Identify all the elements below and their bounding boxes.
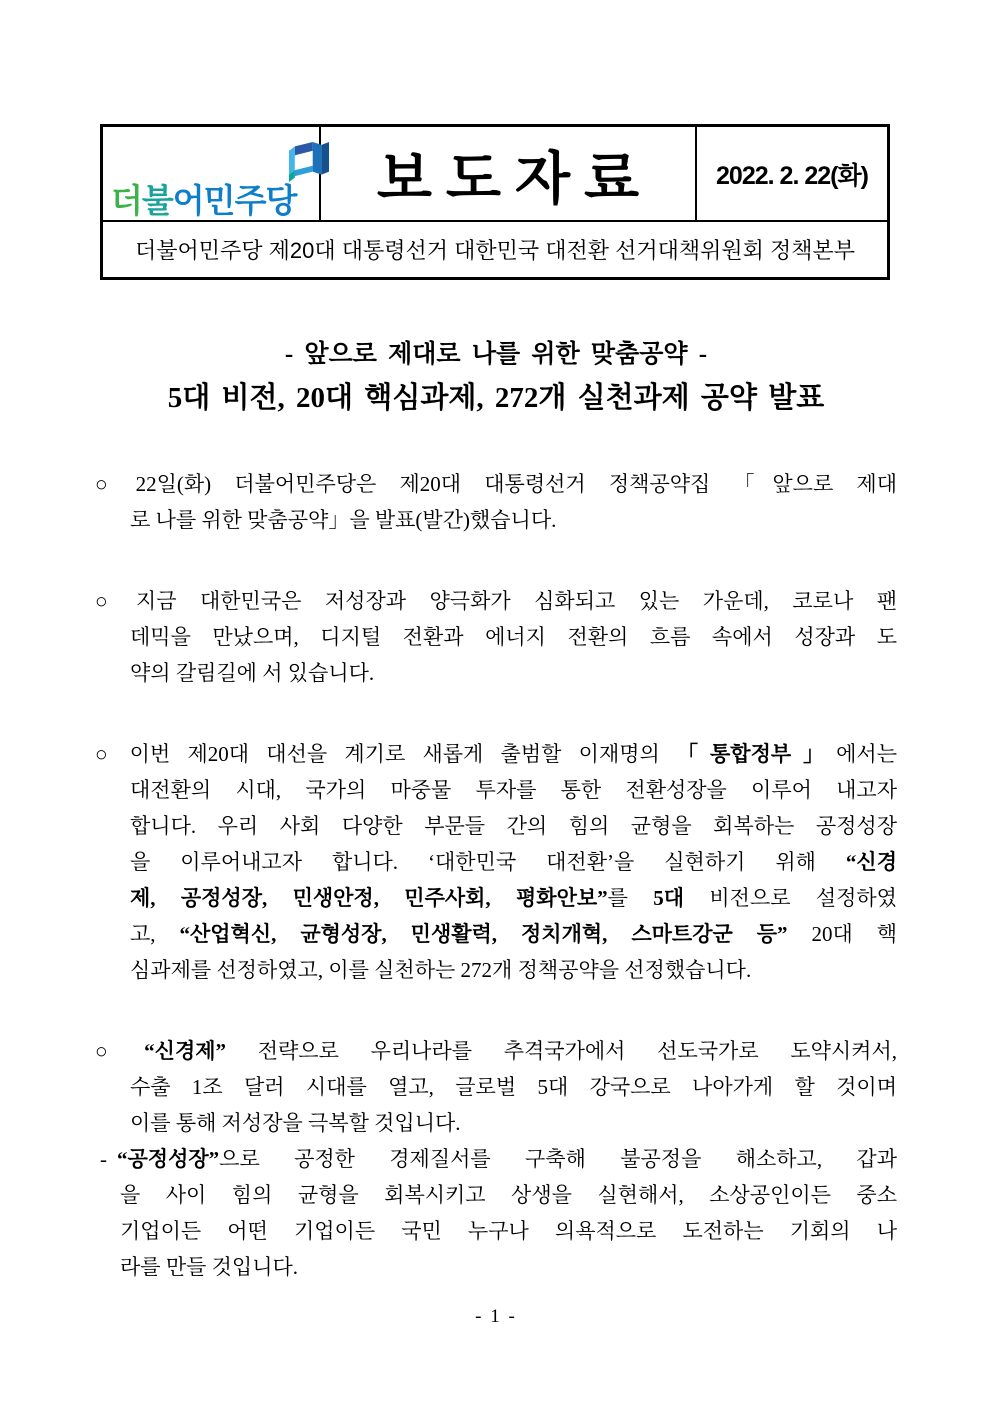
header-subtitle-row xyxy=(103,220,887,277)
body-text-segment: 22일(화) 더불어민주당은 제20대 대통령선거 정책공약집 「앞으로 제대 xyxy=(135,472,897,496)
footer-page-number: - 1 - xyxy=(475,1306,517,1327)
text-line xyxy=(130,880,897,916)
emphasis-text: “공정성장” xyxy=(117,1147,220,1171)
paragraph-bullet: ○ xyxy=(95,472,126,496)
emphasis-text: “신경제” xyxy=(144,1039,227,1063)
text-line xyxy=(130,952,897,988)
party-logo-char: 어 xyxy=(172,182,204,219)
body-text-segment: 에서는 xyxy=(836,742,897,766)
body-text-segment: 수출 1조 달러 시대를 열고, 글로벌 5대 강국으로 나아가게 할 것이며 xyxy=(130,1075,897,1099)
date-cell xyxy=(697,127,887,220)
body-text-segment: 로 나를 위한 맞춤공약」을 발표(발간)했습니다. xyxy=(130,508,557,532)
text-line xyxy=(130,772,897,808)
headline-line1: - 앞으로 제대로 나를 위한 맞춤공약 - xyxy=(284,341,708,368)
emphasis-text: 5대 xyxy=(653,886,685,910)
body-text-segment: 합니다. 우리 사회 다양한 부문들 간의 힘의 균형을 회복하는 공정성장 xyxy=(130,814,897,838)
body-text-segment: 지금 대한민국은 저성장과 양극화가 심화되고 있는 가운데, 코로나 팬 xyxy=(135,589,897,613)
header-row-main xyxy=(103,127,887,220)
body-paragraph xyxy=(95,466,897,538)
body-paragraph xyxy=(95,736,897,988)
text-line xyxy=(95,1033,897,1069)
party-logo-char: 더 xyxy=(111,182,142,219)
text-line xyxy=(95,736,897,772)
body-paragraph xyxy=(100,1141,897,1285)
party-flag-icon xyxy=(286,139,332,185)
emphasis-text: “신경 xyxy=(845,850,897,874)
release-date: 2022. 2. 22(화) xyxy=(716,161,868,190)
party-logo-char: 불 xyxy=(141,182,173,219)
body-text-segment: 대전환의 시대, 국가의 마중물 투자를 통한 전환성장을 이루어 내고자 xyxy=(130,778,897,802)
party-logo-char: 주 xyxy=(234,182,266,219)
text-line xyxy=(130,502,897,538)
body-text-segment: 고, xyxy=(130,922,180,946)
body-text-segment: 약의 갈림길에 서 있습니다. xyxy=(130,661,375,685)
body-paragraph xyxy=(95,1033,897,1141)
emphasis-text: 제, 공정성장, 민생안정, 민주사회, 평화안보” xyxy=(130,886,608,910)
text-line xyxy=(120,1177,897,1213)
body-text-segment: 기업이든 어떤 기업이든 국민 누구나 의욕적으로 도전하는 기회의 나 xyxy=(120,1219,897,1243)
body-text-segment: 전략으로 우리나라를 추격국가에서 선도국가로 도약시켜서, xyxy=(226,1039,897,1063)
body-paragraph xyxy=(95,583,897,691)
body-text-segment: 비전으로 설정하였 xyxy=(684,886,897,910)
emphasis-text: 「통합정부」 xyxy=(677,742,837,766)
text-line xyxy=(130,619,897,655)
text-line xyxy=(100,1141,897,1177)
header-table xyxy=(100,124,890,280)
committee-subtitle: 더불어민주당 제20대 대통령선거 대한민국 대전환 선거대책위원회 정책본부 xyxy=(135,238,855,263)
text-line xyxy=(130,655,897,691)
paragraph-bullet: ○ xyxy=(95,589,126,613)
paragraph-bullet: ○ xyxy=(95,1039,135,1063)
body-text-segment: 을 사이 힘의 균형을 회복시키고 상생을 실현해서, 소상공인이든 중소 xyxy=(120,1183,897,1207)
body-text-segment: 20대 핵 xyxy=(787,922,897,946)
body-text-segment: 심과제를 선정하였고, 이를 실천하는 272개 정책공약을 선정했습니다. xyxy=(130,958,752,982)
text-line xyxy=(95,583,897,619)
text-line xyxy=(130,844,897,880)
headline-line2: 5대 비전, 20대 핵심과제, 272개 실천과제 공약 발표 xyxy=(167,382,825,414)
body-text-segment: 를 xyxy=(607,886,654,910)
text-line xyxy=(130,916,897,952)
text-line xyxy=(130,1069,897,1105)
body-text-segment: 이를 통해 저성장을 극복할 것입니다. xyxy=(130,1111,461,1135)
body-text-segment: 을 이루어내고자 합니다. ‘대한민국 대전환’을 실현하기 위해 xyxy=(130,850,846,874)
paragraph-list xyxy=(95,466,897,1285)
party-logo-char: 당 xyxy=(265,182,297,219)
doc-type-title: 보도자료 xyxy=(376,146,654,211)
text-line xyxy=(120,1249,897,1285)
doc-type-cell xyxy=(321,127,697,220)
party-logo-char: 민 xyxy=(203,182,235,219)
text-line xyxy=(120,1213,897,1249)
logo-cell xyxy=(103,127,321,220)
party-logo-text xyxy=(111,182,296,219)
paragraph-bullet: ○ xyxy=(95,742,120,766)
text-line xyxy=(130,808,897,844)
text-line xyxy=(130,1105,897,1141)
party-logo xyxy=(111,175,296,222)
paragraph-bullet: - xyxy=(100,1147,107,1171)
body-text-segment: 데믹을 만났으며, 디지털 전환과 에너지 전환의 흐름 속에서 성장과 도 xyxy=(130,625,897,649)
emphasis-text: “산업혁신, 균형성장, 민생활력, 정치개혁, 스마트강군 등” xyxy=(179,922,788,946)
body-text-segment: 라를 만들 것입니다. xyxy=(120,1255,299,1279)
body-text-segment: 으로 공정한 경제질서를 구축해 불공정을 해소하고, 갑과 xyxy=(219,1147,897,1171)
body-text-segment: 이번 제20대 대선을 계기로 새롭게 출범할 이재명의 xyxy=(129,742,678,766)
text-line xyxy=(95,466,897,502)
